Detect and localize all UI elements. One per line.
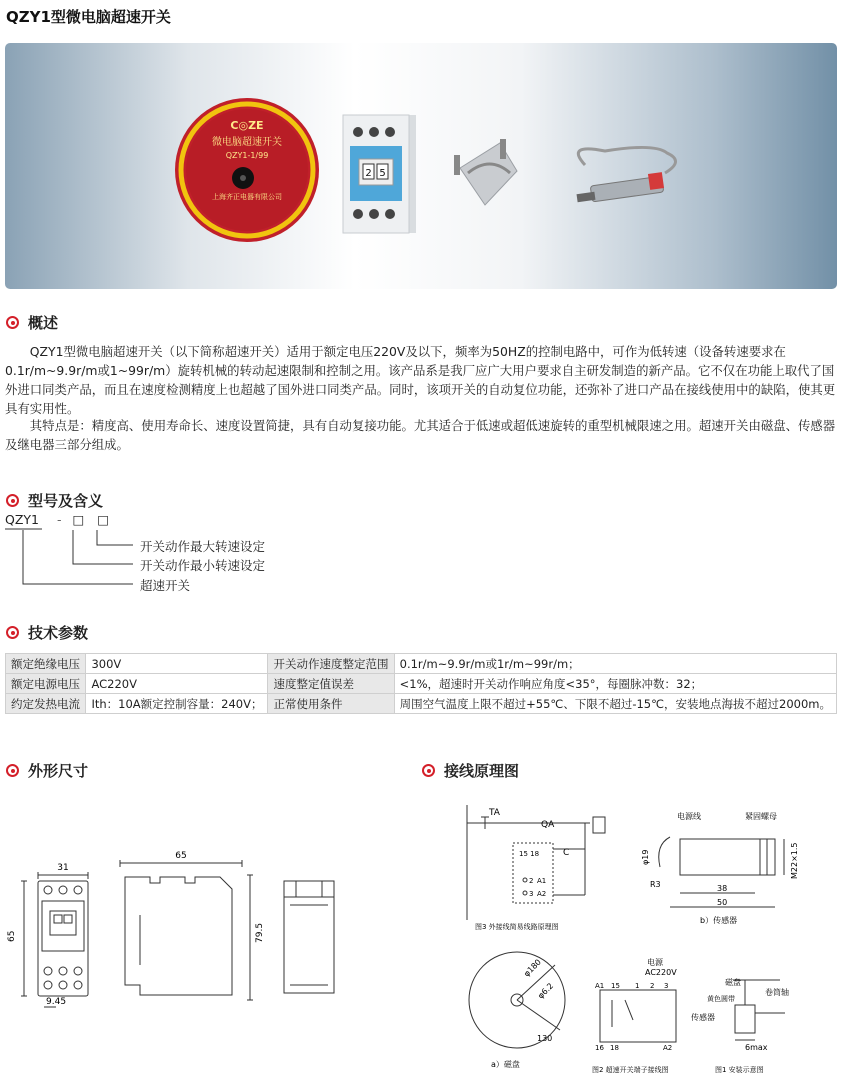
disk-maker: 上海齐正电器有限公司 — [212, 193, 282, 201]
sensor-photo — [577, 147, 676, 202]
wiring-TA: TA — [489, 808, 500, 818]
fig2-caption: 图2 超速开关端子接线图 — [592, 1066, 669, 1074]
dimensions-heading: 外形尺寸 — [6, 760, 88, 781]
disk-130: 130 — [537, 1034, 553, 1043]
digit-2: 5 — [379, 168, 386, 179]
terminal-A2: A2 — [663, 1044, 673, 1052]
dim-79-5: 79.5 — [255, 922, 265, 943]
table-row — [6, 694, 837, 714]
wiring-C: C — [563, 848, 570, 858]
fig3-caption: 图3 外接线简易线路原理图 — [475, 923, 559, 931]
model-box-2: □ — [97, 512, 110, 527]
fig1-caption: 图1 安装示意图 — [715, 1066, 764, 1074]
bullet-icon — [422, 764, 435, 777]
specs-heading: 技术参数 — [6, 622, 88, 643]
sensor-nut: 紧固螺母 — [745, 812, 777, 821]
product-photos — [5, 43, 837, 289]
model-box-1: □ — [72, 512, 85, 527]
spec-value: 300V — [86, 654, 268, 674]
terminal-3: 3 — [664, 982, 669, 990]
terminal-16: 16 — [595, 1044, 604, 1052]
spec-key: 开关动作速度整定范围 — [268, 654, 394, 674]
bullet-icon — [6, 494, 19, 507]
overview-heading: 概述 — [6, 312, 58, 333]
spec-key: 额定绝缘电压 — [6, 654, 86, 674]
wiring-3: 3 — [529, 890, 534, 898]
mount-magdisk: 磁盘 — [725, 978, 741, 987]
disk-model: QZY1-1/99 — [225, 151, 269, 160]
mount-sensor: 传感器 — [691, 1013, 715, 1022]
dim-65-width: 65 — [175, 851, 187, 861]
relay-photo — [343, 115, 416, 233]
spec-value: <1%，超速时开关动作响应角度<35°，每圈脉冲数：32； — [394, 674, 836, 694]
dim-9-45: 9.45 — [46, 997, 67, 1007]
fig2-power: 电源 — [647, 958, 663, 967]
bullet-icon — [6, 764, 19, 777]
magnetic-disk-photo — [175, 98, 319, 242]
wiring-QA: QA — [541, 820, 555, 830]
spec-key: 额定电源电压 — [6, 674, 86, 694]
sensor-m22: M22×1.5 — [790, 842, 799, 879]
disk-brand: C◎ZE — [230, 119, 264, 132]
dim-31: 31 — [57, 863, 69, 873]
model-code: QZY1 — [5, 512, 39, 527]
model-label-max: 开关动作最大转速设定 — [140, 539, 266, 554]
sensor-power-line: 电源线 — [677, 812, 701, 821]
bullet-icon — [6, 626, 19, 639]
table-row — [6, 654, 837, 674]
sensor-phi19: φ19 — [641, 849, 650, 865]
overview-paragraph-2: 其特点是：精度高、使用寿命长、速度设置简捷，具有自动复接功能。尤其适合于低速或超低速旋转的重型机械限速之用。超速开关由磁盘、传感器及继电器三部分组成。 — [5, 418, 836, 452]
spec-value: AC220V — [86, 674, 268, 694]
wiring-2: 2 — [529, 877, 534, 885]
table-row — [6, 674, 837, 694]
spec-key: 约定发热电流 — [6, 694, 86, 714]
disk-caption: a）磁盘 — [491, 1060, 520, 1069]
spec-value: 0.1r/m~9.9r/m或1r/m~99r/m； — [394, 654, 836, 674]
wiring-15-18: 15 18 — [519, 850, 540, 858]
sensor-38: 38 — [717, 884, 728, 893]
terminal-18: 18 — [610, 1044, 619, 1052]
bracket-photo — [454, 139, 517, 205]
mount-shaft: 卷筒轴 — [765, 988, 789, 997]
model-label-min: 开关动作最小转速设定 — [140, 558, 266, 573]
product-banner — [5, 43, 837, 289]
spec-key: 正常使用条件 — [268, 694, 394, 714]
terminal-A1: A1 — [595, 982, 605, 990]
model-sep: - — [56, 512, 62, 527]
model-label-switch: 超速开关 — [140, 578, 191, 593]
dimension-drawing — [0, 845, 420, 1020]
sensor-caption: b）传感器 — [700, 916, 738, 925]
wiring-A1: A1 — [537, 877, 547, 885]
page-title: QZY1型微电脑超速开关 — [6, 8, 171, 26]
disk-phi6-2: φ6.2 — [536, 981, 556, 1001]
spec-key: 速度整定值误差 — [268, 674, 394, 694]
terminal-1: 1 — [635, 982, 640, 990]
wiring-heading: 接线原理图 — [422, 760, 519, 781]
disk-phi180: φ180 — [522, 957, 543, 979]
dim-65-height: 65 — [7, 930, 17, 942]
model-code-line — [5, 512, 109, 527]
spec-table — [5, 653, 837, 714]
digit-1: 2 — [365, 168, 372, 179]
bullet-icon — [6, 316, 19, 329]
terminal-2: 2 — [650, 982, 655, 990]
sensor-r3: R3 — [650, 880, 661, 889]
mount-yellow-band: 黄色圆带 — [707, 995, 735, 1003]
spec-value: Ith：10A额定控制容量：240V； — [86, 694, 268, 714]
mount-6max: 6max — [745, 1043, 768, 1052]
wiring-diagrams — [455, 795, 840, 1080]
terminal-15: 15 — [611, 982, 620, 990]
sensor-50: 50 — [717, 898, 728, 907]
spec-value: 周围空气温度上限不超过+55℃、下限不超过-15℃，安装地点海拔不超过2000m。 — [394, 694, 836, 714]
overview-paragraph-1: QZY1型微电脑超速开关（以下简称超速开关）适用于额定电压220V及以下，频率为50HZ的控制电路中，可作为低转速（设备转速要求在0.1r/m~9.9r/m或1~99r/m）旋转机械的转动起速限制和控制之用。该产品系是我厂应广大用户要求自主研发制造的新产品。它不仅在功能上取代了国外进口同类产品，而且在速度检测精度上也超越了国外进口同类产品。同时，该项开关的自动复位功能，还弥补了进口产品在接线使用中的缺陷，使其更具有实用性。 — [5, 344, 836, 416]
disk-product-name: 微电脑超速开关 — [212, 137, 282, 148]
wiring-A2: A2 — [537, 890, 547, 898]
fig2-ac220: AC220V — [645, 968, 677, 977]
model-heading: 型号及含义 — [6, 490, 103, 511]
